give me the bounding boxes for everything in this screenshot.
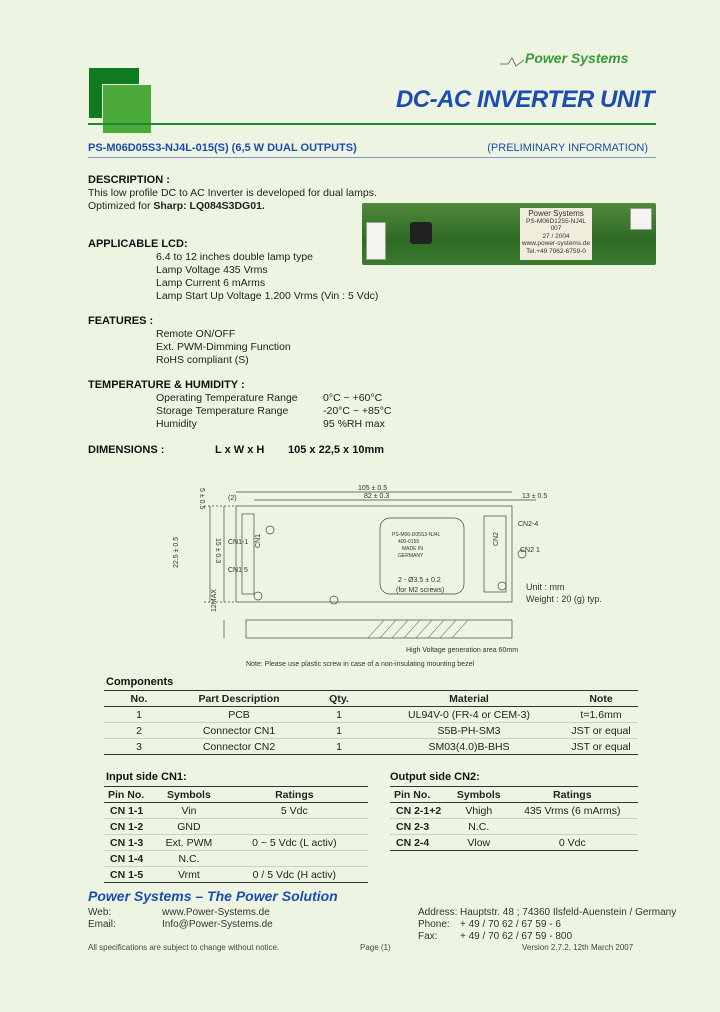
cell: 1 — [304, 707, 374, 723]
table-row — [104, 739, 638, 755]
pin-cell: CN 2-4 — [390, 835, 451, 851]
rating-cell — [221, 819, 368, 835]
board-label-line: 400-0155 — [398, 539, 420, 545]
description-line-1: This low profile DC to AC Inverter is developed for dual lamps. — [88, 187, 377, 199]
pcb-sticker-line: Power Systems — [528, 209, 584, 218]
temperature-row — [156, 392, 416, 405]
features-heading: FEATURES : — [88, 315, 154, 327]
pin-cell: CN 1-4 — [104, 851, 157, 867]
dim-inner: 82 ± 0.3 — [364, 493, 390, 500]
board-outline — [236, 506, 512, 602]
table-row — [104, 803, 368, 819]
cn2-label: CN2 — [493, 531, 500, 546]
pcb-sticker-line: 27 / 2004 — [542, 232, 570, 240]
temperature-row — [156, 418, 416, 431]
subhead-divider — [88, 157, 656, 158]
disclaimer: All specifications are subject to change without notice. — [88, 943, 280, 952]
web-label: Web: — [88, 907, 112, 918]
cell: 3 — [104, 739, 174, 755]
rating-cell: 0 Vdc — [507, 835, 638, 851]
brand-wave-icon — [500, 56, 524, 68]
dimensions-lwh: L x W x H — [215, 444, 265, 456]
description-model: Sharp: LQ084S3DG01. — [153, 200, 265, 212]
pcb-sticker-line: Tel.+49 7062-6759-0 — [526, 247, 586, 255]
pin-cell: CN 1-1 — [104, 803, 157, 819]
cn2-body — [484, 516, 506, 592]
dim-thickness: 12MAX — [211, 589, 218, 612]
cell: 1 — [304, 723, 374, 739]
cell: 2 — [104, 723, 174, 739]
column-header: Note — [589, 692, 613, 705]
table-header-row — [104, 787, 368, 803]
cn1-label: CN1 — [255, 533, 262, 548]
features-list — [156, 328, 291, 367]
cell: t=1.6mm — [564, 707, 638, 723]
table-header-row — [390, 787, 638, 803]
lcd-line: Lamp Start Up Voltage 1.200 Vrms (Vin : 5 Vdc) — [156, 290, 379, 302]
column-header: Part Description — [198, 692, 280, 705]
pin-cell: CN 2-1+2 — [390, 803, 451, 819]
pcb-sticker-line: PS-M06D1255-NJ4L — [526, 217, 586, 225]
cell: UL94V-0 (FR-4 or CEM-3) — [374, 707, 564, 723]
dim-right: 13 ± 0.5 — [522, 493, 548, 500]
address-value: Hauptstr. 48 ; 74360 Ilsfeld-Auenstein / Germany — [460, 907, 677, 918]
output-heading: Output side CN2: — [390, 771, 480, 783]
feature-item: RoHS compliant (S) — [156, 354, 249, 366]
output-table — [390, 786, 638, 851]
column-header: Material — [449, 692, 489, 705]
temperature-label: Storage Temperature Range — [156, 405, 289, 417]
table-row — [104, 707, 638, 723]
lcd-line: Lamp Voltage 435 Vrms — [156, 264, 268, 276]
cn2-top-label: CN2-4 — [518, 521, 539, 528]
dim-mid: 15 ± 0.3 — [214, 538, 221, 564]
temperature-label: Humidity — [156, 418, 197, 430]
cn2-bottom-label: CN2 1 — [520, 547, 540, 554]
dim-left: (2) — [228, 495, 237, 502]
holes-label: 2 - Ø3.5 ± 0.2 — [398, 577, 441, 584]
pcb-sticker-line: www.power-systems.de — [521, 240, 591, 247]
dimensions-value: 105 x 22,5 x 10mm — [288, 444, 385, 456]
symbol-cell: N.C. — [451, 819, 507, 835]
symbol-cell: Vin — [157, 803, 221, 819]
cell: Connector CN1 — [174, 723, 304, 739]
column-header: Symbols — [167, 788, 211, 801]
symbol-cell: GND — [157, 819, 221, 835]
description-heading: DESCRIPTION : — [88, 174, 170, 186]
page-number: Page (1) — [360, 943, 391, 952]
side-profile — [246, 620, 512, 638]
screws-label: (for M2 screws) — [396, 587, 445, 594]
pin-cell: CN 2-3 — [390, 819, 451, 835]
cell: JST or equal — [564, 739, 638, 755]
fax-value: + 49 / 70 62 / 67 59 - 800 — [460, 931, 573, 942]
description-line-2 — [88, 200, 265, 213]
rating-cell — [221, 851, 368, 867]
cell: 1 — [104, 707, 174, 723]
cell: PCB — [174, 707, 304, 723]
table-row — [104, 851, 368, 867]
hv-note: High Voltage generation area 60mm — [406, 647, 519, 654]
cell: 1 — [304, 739, 374, 755]
input-heading: Input side CN1: — [106, 771, 187, 783]
pcb-sticker — [520, 208, 592, 260]
email-link[interactable]: Info@Power-Systems.de — [162, 919, 273, 930]
cn1-top-label: CN1-1 — [228, 539, 249, 546]
feature-item: Remote ON/OFF — [156, 328, 236, 340]
temperature-heading: TEMPERATURE & HUMIDITY : — [88, 379, 245, 391]
mounting-note: Note: Please use plastic screw in case of a non-insulating mounting bezel — [246, 661, 475, 668]
pin-cell: CN 1-5 — [104, 867, 157, 883]
pcb-inductor — [410, 222, 432, 244]
title-divider — [88, 123, 656, 125]
pin-cell: CN 1-2 — [104, 819, 157, 835]
symbol-cell: Ext. PWM — [157, 835, 221, 851]
dim-top: 5 ± 0.5 — [198, 488, 205, 510]
product-code: PS-M06D05S3-NJ4L-015(S) (6,5 W DUAL OUTPUTS) — [88, 142, 357, 154]
column-header: Pin No. — [394, 788, 431, 801]
column-header: No. — [130, 692, 148, 705]
column-header: Qty. — [329, 692, 349, 705]
temperature-label: Operating Temperature Range — [156, 392, 298, 404]
cell: JST or equal — [564, 723, 638, 739]
temperature-value: 0°C ~ +60°C — [323, 392, 383, 404]
column-header: Pin No. — [108, 788, 145, 801]
temperature-value: 95 %RH max — [323, 418, 385, 430]
brand-name: Power Systems — [525, 50, 629, 66]
rating-cell: 0 ~ 5 Vdc (L activ) — [221, 835, 368, 851]
table-row — [390, 803, 638, 819]
lcd-heading: APPLICABLE LCD: — [88, 238, 188, 250]
components-heading: Components — [106, 676, 174, 688]
cn1-bottom-label: CN1 5 — [228, 567, 248, 574]
input-table — [104, 786, 368, 883]
logo-square-light — [102, 84, 152, 134]
table-row — [390, 819, 638, 835]
pcb-photo — [362, 203, 656, 265]
symbol-cell: Vrmt — [157, 867, 221, 883]
fax-label: Fax: — [418, 931, 438, 942]
dim-total: 105 ± 0.5 — [358, 485, 388, 492]
board-label-line: GERMANY — [398, 553, 424, 559]
email-label: Email: — [88, 919, 116, 930]
table-row — [104, 835, 368, 851]
table-header-row — [104, 691, 638, 707]
table-row — [104, 723, 638, 739]
rating-cell: 5 Vdc — [221, 803, 368, 819]
page-title: DC-AC INVERTER UNIT — [395, 86, 654, 113]
board-label-line: MADE IN — [402, 546, 423, 552]
status-note: (PRELIMINARY INFORMATION) — [487, 142, 648, 154]
footer-title: Power Systems – The Power Solution — [88, 888, 338, 904]
temperature-list — [156, 392, 416, 431]
dimensions-heading: DIMENSIONS : — [88, 444, 165, 456]
pcb-sticker-line: 007 — [550, 225, 562, 232]
version-info: Version 2.7.2, 12th March 2007 — [522, 943, 634, 952]
symbol-cell: Vlow — [451, 835, 507, 851]
dimension-drawing — [173, 478, 648, 670]
lcd-line: Lamp Current 6 mArms — [156, 277, 266, 289]
cell: SM03(4.0)B-BHS — [374, 739, 564, 755]
temperature-value: -20°C ~ +85°C — [323, 405, 392, 417]
symbol-cell: Vhigh — [451, 803, 507, 819]
column-header: Symbols — [456, 788, 501, 801]
pcb-connector-cn2 — [630, 208, 652, 230]
lcd-list — [156, 251, 378, 303]
table-row — [104, 867, 368, 883]
components-table — [104, 690, 638, 755]
description-prefix: Optimized for — [88, 200, 151, 212]
rating-cell — [507, 819, 638, 835]
rating-cell: 0 / 5 Vdc (H activ) — [221, 867, 368, 883]
cn1-body — [242, 514, 254, 594]
temperature-row — [156, 405, 416, 418]
board-label-line: PS-M06-D05S3-NJ4L — [392, 532, 441, 538]
table-row — [104, 819, 368, 835]
table-row — [390, 835, 638, 851]
address-label: Address: — [418, 907, 458, 918]
web-link[interactable]: www.Power-Systems.de — [162, 907, 270, 918]
dim-height: 22.5 ± 0.5 — [173, 536, 180, 568]
feature-item: Ext. PWM-Dimming Function — [156, 341, 291, 353]
lcd-line: 6.4 to 12 inches double lamp type — [156, 251, 314, 263]
weight-label: Weight : 20 (g) typ. — [526, 594, 602, 604]
pin-cell: CN 1-3 — [104, 835, 157, 851]
symbol-cell: N.C. — [157, 851, 221, 867]
phone-value: + 49 / 70 62 / 67 59 - 6 — [460, 919, 561, 930]
cell: S5B-PH-SM3 — [374, 723, 564, 739]
cell: Connector CN2 — [174, 739, 304, 755]
rating-cell: 435 Vrms (6 mArms) — [507, 803, 638, 819]
phone-label: Phone: — [418, 919, 450, 930]
unit-label: Unit : mm — [526, 582, 565, 592]
column-header: Ratings — [553, 788, 592, 801]
column-header: Ratings — [275, 788, 314, 801]
